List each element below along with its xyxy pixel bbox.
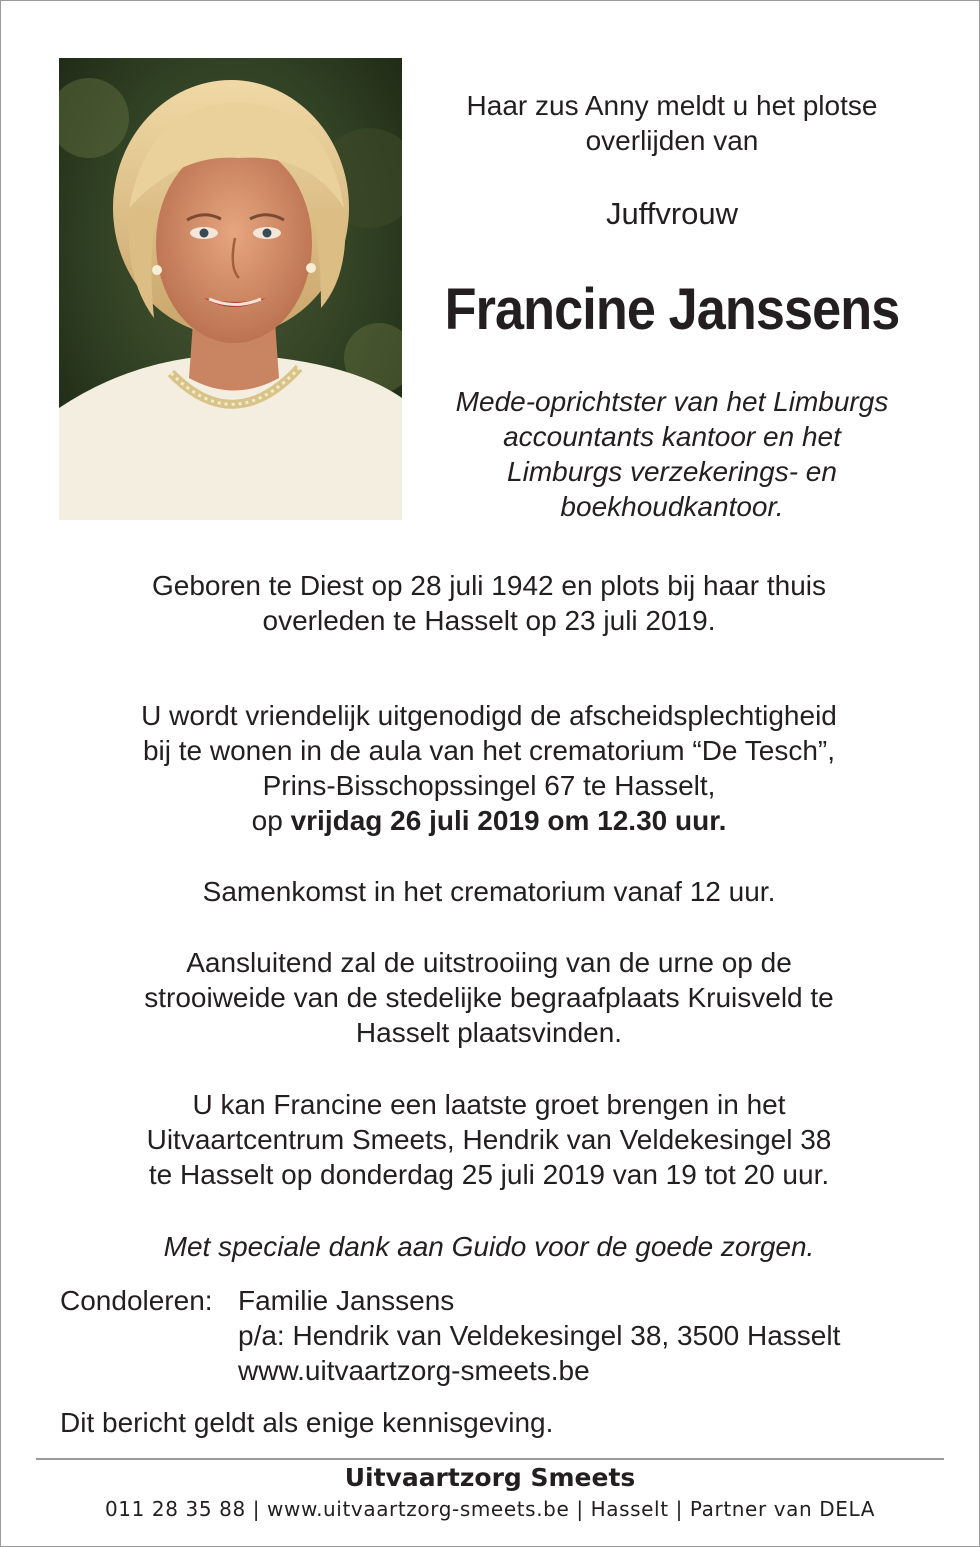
funeral-home-name: Uitvaartzorg Smeets [344,1463,636,1492]
ceremony-date-prefix: op [251,805,291,836]
role-line: accountants kantoor en het [503,421,841,452]
paragraph-line: bij te wonen in de aula van het crematorium “De Tesch”, [142,735,836,766]
ceremony-date-time: vrijdag 26 juli 2019 om 12.30 uur. [290,805,727,836]
role-line: Limburgs verzekerings- en [507,456,837,487]
ceremony-paragraph [60,698,918,838]
role-line: boekhoudkantoor. [560,491,784,522]
paragraph-line: Uitvaartcentrum Smeets, Hendrik van Veldekesingel 38 [146,1124,832,1155]
gathering-paragraph [60,874,918,909]
paragraph-line: Prins-Bisschopssingel 67 te Hasselt, [262,770,716,801]
intro-line: overlijden van [585,125,759,156]
visitation-paragraph [60,1087,918,1192]
paragraph-line: Geboren te Diest op 28 juli 1942 en plots bij haar thuis [152,570,826,601]
role-line: Mede-oprichtster van het Limburgs [455,386,889,417]
condolences-website-link[interactable]: www.uitvaartzorg-smeets.be [238,1355,590,1386]
footer-divider [36,1458,944,1460]
condolences-line: Familie Janssens [238,1285,455,1316]
paragraph-line: Hasselt plaatsvinden. [355,1017,623,1048]
role-description [410,384,934,524]
notice-line: Dit bericht geldt als enige kennisgeving. [60,1407,554,1438]
announcement-intro [410,88,934,158]
honorific-title: Juffvrouw [605,196,739,231]
paragraph-line: Aansluitend zal de uitstrooiing van de urne op de [186,947,792,978]
paragraph-line [60,803,918,838]
paragraph-line: te Hasselt op donderdag 25 juli 2019 van 19 tot 20 uur. [148,1159,830,1190]
thanks-line: Met speciale dank aan Guido voor de goede zorgen. [163,1231,815,1262]
paragraph-line: U wordt vriendelijk uitgenodigd de afscheidsplechtigheid [141,700,837,731]
paragraph-line: overleden te Hasselt op 23 juli 2019. [262,605,716,636]
birth-death-paragraph [60,568,918,638]
condolences-label: Condoleren: [60,1285,213,1316]
paragraph-line: strooiweide van de stedelijke begraafplaats Kruisveld te [144,982,834,1013]
paragraph-line: Samenkomst in het crematorium vanaf 12 uur. [202,876,776,907]
intro-line: Haar zus Anny meldt u het plotse [466,90,878,121]
condolences-block [60,1283,940,1388]
funeral-home-contact: 011 28 35 88 | www.uitvaartzorg-smeets.be | Hasselt | Partner van DELA [104,1497,875,1521]
condolences-address: p/a: Hendrik van Veldekesingel 38, 3500 Hasselt [238,1320,841,1351]
deceased-name: Francine Janssens [444,277,900,342]
scattering-paragraph [60,945,918,1050]
paragraph-line: U kan Francine een laatste groet brengen in het [192,1089,786,1120]
portrait-photo [59,58,402,520]
